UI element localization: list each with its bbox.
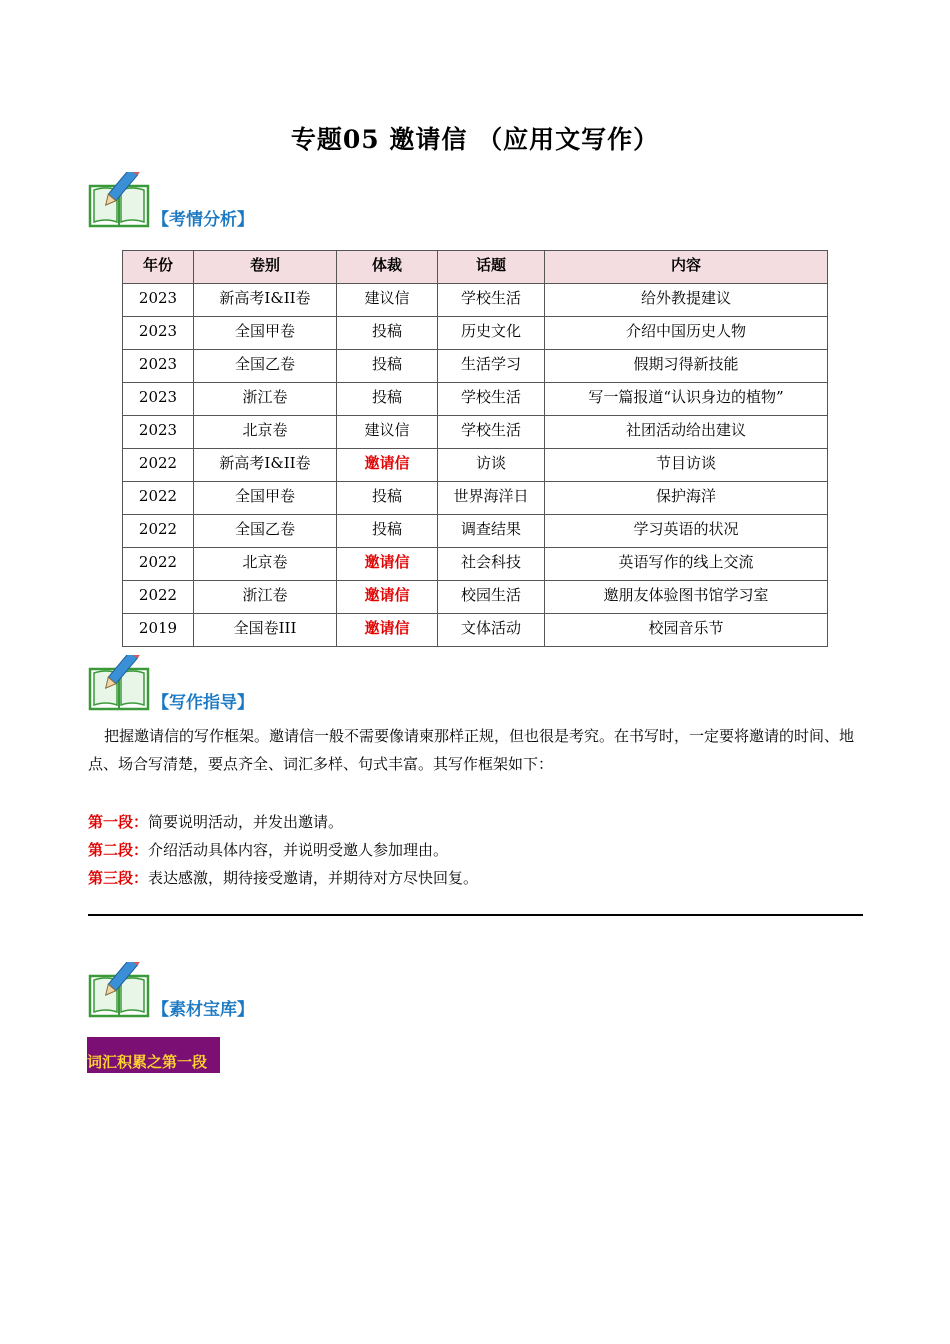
book-pencil-icon (88, 962, 152, 1018)
table-row (123, 416, 828, 449)
table-row (123, 449, 828, 482)
cell-content: 给外教提建议 (545, 284, 828, 317)
cell-content: 节目访谈 (545, 449, 828, 482)
cell-content: 社团活动给出建议 (545, 416, 828, 449)
cell-topic: 社会科技 (438, 548, 545, 581)
cell-genre-highlight: 邀请信 (337, 449, 438, 482)
section-analysis-label: 【考情分析】 (152, 210, 254, 230)
cell-topic: 生活学习 (438, 350, 545, 383)
cell-year: 2022 (123, 482, 194, 515)
cell-year: 2023 (123, 284, 194, 317)
cell-year: 2022 (123, 548, 194, 581)
section-guide-header (88, 655, 388, 715)
cell-genre: 建议信 (337, 284, 438, 317)
cell-year: 2023 (123, 383, 194, 416)
col-genre-header: 体裁 (337, 251, 438, 284)
cell-topic: 学校生活 (438, 416, 545, 449)
cell-content: 邀朋友体验图书馆学习室 (545, 581, 828, 614)
section-guide-label: 【写作指导】 (152, 693, 254, 713)
paragraph-label: 第一段： (88, 813, 149, 831)
cell-topic: 世界海洋日 (438, 482, 545, 515)
cell-genre: 投稿 (337, 383, 438, 416)
page-title: 专题05 邀请信 （应用文写作） (290, 125, 660, 154)
cell-paper: 北京卷 (194, 416, 337, 449)
cell-genre-highlight: 邀请信 (337, 614, 438, 647)
paragraph-text: 简要说明活动，并发出邀请。 (148, 813, 344, 831)
col-topic-header: 话题 (438, 251, 545, 284)
cell-paper: 浙江卷 (194, 383, 337, 416)
cell-topic: 调查结果 (438, 515, 545, 548)
col-content-header: 内容 (545, 251, 828, 284)
cell-genre-highlight: 邀请信 (337, 548, 438, 581)
vocab-tag-label: 词汇积累之第一段 (87, 1053, 208, 1071)
paragraph-label: 第二段： (88, 841, 149, 859)
table-header-row (123, 251, 828, 284)
cell-content: 介绍中国历史人物 (545, 317, 828, 350)
cell-topic: 历史文化 (438, 317, 545, 350)
cell-genre: 建议信 (337, 416, 438, 449)
guide-paragraph: 把握邀请信的写作框架。邀请信一般不需要像请柬那样正规，但也很是考究。在书写时，一定要将邀请的时间、地点、场合写清楚，要点齐全、词汇多样、句式丰富。其写作框架如下： (88, 727, 855, 773)
col-paper-header: 卷别 (194, 251, 337, 284)
cell-content: 保护海洋 (545, 482, 828, 515)
cell-paper: 浙江卷 (194, 581, 337, 614)
list-item (88, 864, 478, 892)
cell-year: 2022 (123, 581, 194, 614)
paragraph-text: 表达感激，期待接受邀请，并期待对方尽快回复。 (148, 869, 479, 887)
table-row (123, 383, 828, 416)
cell-paper: 全国乙卷 (194, 350, 337, 383)
cell-year: 2022 (123, 449, 194, 482)
cell-paper: 新高考I&II卷 (194, 284, 337, 317)
table-row (123, 614, 828, 647)
paragraph-text: 介绍活动具体内容，并说明受邀人参加理由。 (148, 841, 449, 859)
vocab-section-tag (87, 1037, 220, 1073)
paragraph-framework-list (88, 808, 478, 892)
table-row (123, 284, 828, 317)
table-row (123, 581, 828, 614)
cell-genre: 投稿 (337, 515, 438, 548)
book-pencil-icon (88, 655, 152, 711)
cell-topic: 访谈 (438, 449, 545, 482)
cell-content: 校园音乐节 (545, 614, 828, 647)
list-item (88, 836, 478, 864)
paragraph-label: 第三段： (88, 869, 149, 887)
cell-topic: 校园生活 (438, 581, 545, 614)
cell-genre-highlight: 邀请信 (337, 581, 438, 614)
section-analysis-header (88, 172, 388, 232)
table-row (123, 317, 828, 350)
cell-paper: 新高考I&II卷 (194, 449, 337, 482)
col-year-header: 年份 (123, 251, 194, 284)
list-item (88, 808, 478, 836)
cell-topic: 学校生活 (438, 383, 545, 416)
cell-paper: 全国甲卷 (194, 482, 337, 515)
table-row (123, 350, 828, 383)
table-row (123, 482, 828, 515)
section-divider (88, 914, 863, 916)
cell-content: 学习英语的状况 (545, 515, 828, 548)
table-row (123, 548, 828, 581)
cell-genre: 投稿 (337, 317, 438, 350)
cell-year: 2019 (123, 614, 194, 647)
book-pencil-icon (88, 172, 152, 228)
cell-year: 2022 (123, 515, 194, 548)
exam-analysis-table (122, 250, 828, 647)
cell-paper: 全国卷III (194, 614, 337, 647)
section-material-header (88, 962, 388, 1022)
section-material-label: 【素材宝库】 (152, 1000, 254, 1020)
cell-genre: 投稿 (337, 350, 438, 383)
cell-content: 写一篇报道“认识身边的植物” (545, 383, 828, 416)
cell-year: 2023 (123, 416, 194, 449)
cell-topic: 学校生活 (438, 284, 545, 317)
cell-content: 英语写作的线上交流 (545, 548, 828, 581)
cell-paper: 全国乙卷 (194, 515, 337, 548)
cell-paper: 北京卷 (194, 548, 337, 581)
cell-genre: 投稿 (337, 482, 438, 515)
table-row (123, 515, 828, 548)
cell-year: 2023 (123, 317, 194, 350)
cell-year: 2023 (123, 350, 194, 383)
cell-paper: 全国甲卷 (194, 317, 337, 350)
cell-content: 假期习得新技能 (545, 350, 828, 383)
cell-topic: 文体活动 (438, 614, 545, 647)
